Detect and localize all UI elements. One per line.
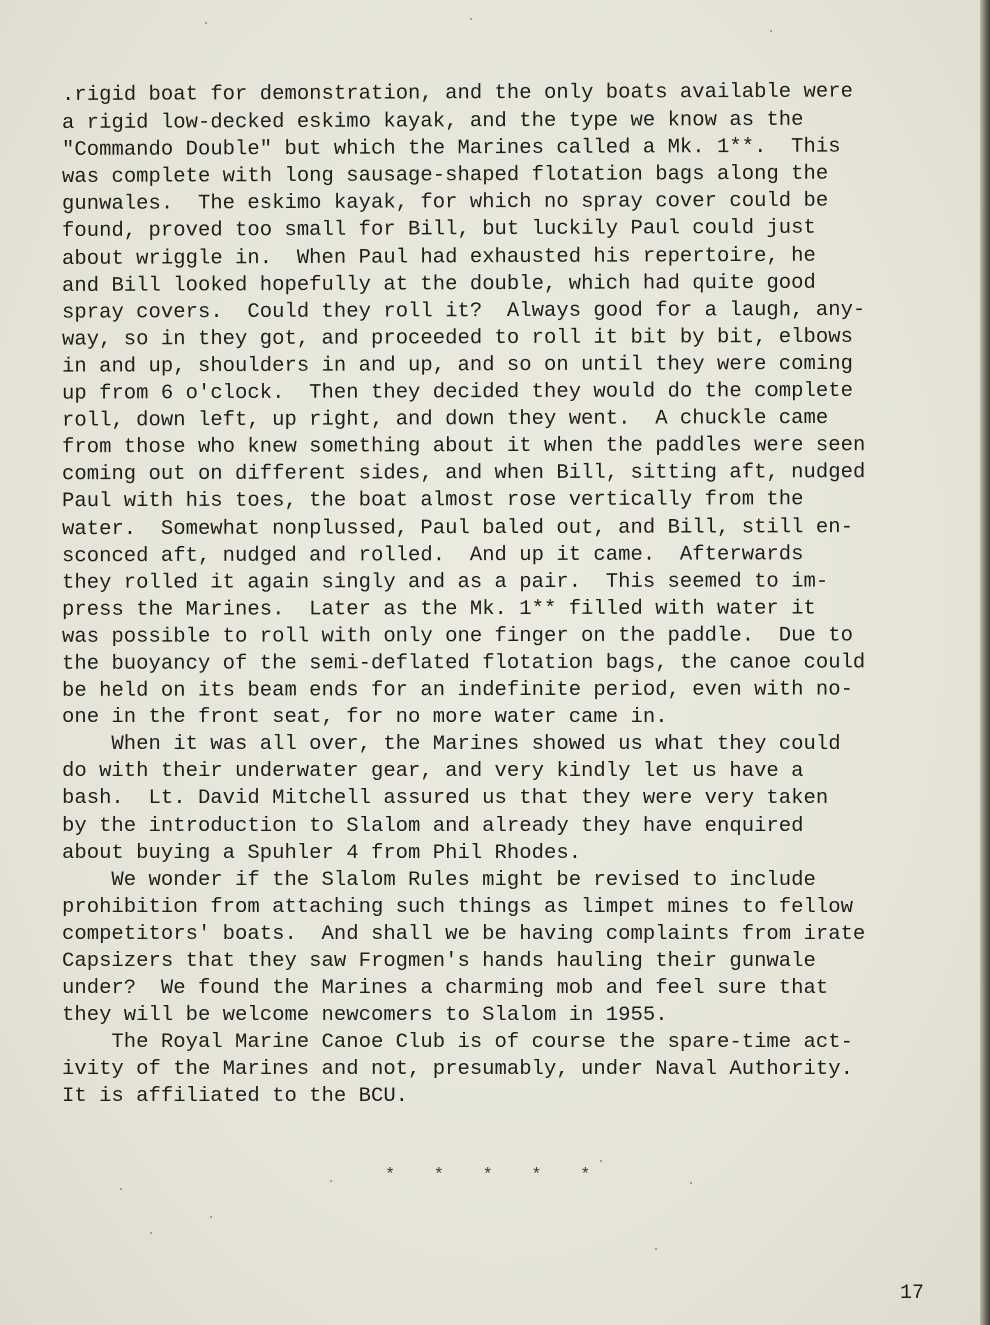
text-line: Capsizers that they saw Frogmen's hands hauling their gunwale	[62, 950, 816, 973]
text-line: about wriggle in. When Paul had exhausted his repertoire, he	[61, 244, 816, 271]
text-line: be held on its beam ends for an indefinite period, even with no-	[61, 678, 853, 703]
paper-speck	[690, 1182, 692, 1184]
text-line: coming out on different sides, and when Bill, sitting aft, nudged	[61, 461, 866, 487]
text-line: Paul with his toes, the boat almost rose vertically from the	[61, 488, 804, 514]
text-line: We wonder if the Slalom Rules might be revised to include	[62, 868, 816, 892]
text-line: was complete with long sausage-shaped flotation bags along the	[61, 162, 829, 190]
paper-speck	[330, 1180, 332, 1182]
text-line: one in the front seat, for no more water came in.	[62, 706, 668, 730]
text-line: found, proved too small for Bill, but luckily Paul could just	[61, 217, 816, 244]
text-line: a rigid low-decked eskimo kayak, and the type we know as the	[61, 108, 804, 136]
text-line: press the Marines. Later as the Mk. 1** filled with water it	[61, 597, 816, 622]
text-line: .rigid boat for demonstration, and the only boats available were	[61, 80, 853, 107]
page-number: 17	[900, 1282, 925, 1305]
paper-speck	[120, 1188, 122, 1190]
text-line: competitors' boats. And shall we be having complaints from irate	[62, 922, 866, 946]
text-line: in and up, shoulders in and up, and so on until they were coming	[61, 352, 853, 379]
section-separator: * * * * *	[385, 1166, 593, 1185]
body-text	[62, 80, 962, 1110]
text-line: was possible to roll with only one finger on the paddle. Due to	[61, 624, 853, 649]
text-line: spray covers. Could they roll it? Always good for a laugh, any-	[61, 298, 866, 325]
text-line: The Royal Marine Canoe Club is of course the spare-time act-	[62, 1031, 853, 1055]
paper-speck	[655, 1248, 657, 1250]
text-line: gunwales. The eskimo kayak, for which no spray cover could be	[61, 189, 829, 217]
text-line: "Commando Double" but which the Marines called a Mk. 1**. This	[61, 135, 841, 163]
text-line: under? We found the Marines a charming mob and feel sure that	[62, 977, 829, 1001]
text-line: and Bill looked hopefully at the double, which had quite good	[61, 271, 816, 298]
text-line: by the introduction to Slalom and already they have enquired	[62, 814, 804, 838]
paper-speck	[600, 1160, 602, 1162]
text-line: they rolled it again singly and as a pair. This seemed to im-	[61, 570, 829, 595]
text-line: roll, down left, up right, and down they went. A chuckle came	[61, 407, 829, 433]
text-line: about buying a Spuhler 4 from Phil Rhodes.	[62, 841, 582, 865]
text-line: It is affiliated to the BCU.	[62, 1085, 409, 1109]
page-binding-edge	[980, 0, 990, 1325]
text-line: ivity of the Marines and not, presumably, under Naval Authority.	[62, 1058, 853, 1082]
text-line: prohibition from attaching such things as limpet mines to fellow	[62, 895, 853, 919]
text-line: water. Somewhat nonplussed, Paul baled out, and Bill, still en-	[61, 515, 853, 541]
text-line: from those who knew something about it when the paddles were seen	[61, 434, 866, 460]
text-line: up from 6 o'clock. Then they decided they would do the complete	[61, 379, 853, 406]
text-line: they will be welcome newcomers to Slalom in 1955.	[62, 1004, 668, 1028]
paper-speck	[150, 1232, 152, 1234]
paper-speck	[210, 1216, 212, 1218]
paper-speck	[470, 18, 472, 20]
text-line: way, so in they got, and proceeded to roll it bit by bit, elbows	[61, 325, 853, 352]
text-line: bash. Lt. David Mitchell assured us that they were very taken	[62, 787, 829, 811]
paper-speck	[205, 22, 207, 24]
text-line: sconced aft, nudged and rolled. And up it came. Afterwards	[61, 542, 804, 568]
text-line: When it was all over, the Marines showed us what they could	[62, 733, 841, 757]
paper-speck	[770, 30, 772, 32]
text-line: do with their underwater gear, and very kindly let us have a	[62, 760, 804, 784]
text-line: the buoyancy of the semi-deflated flotation bags, the canoe could	[61, 651, 866, 676]
